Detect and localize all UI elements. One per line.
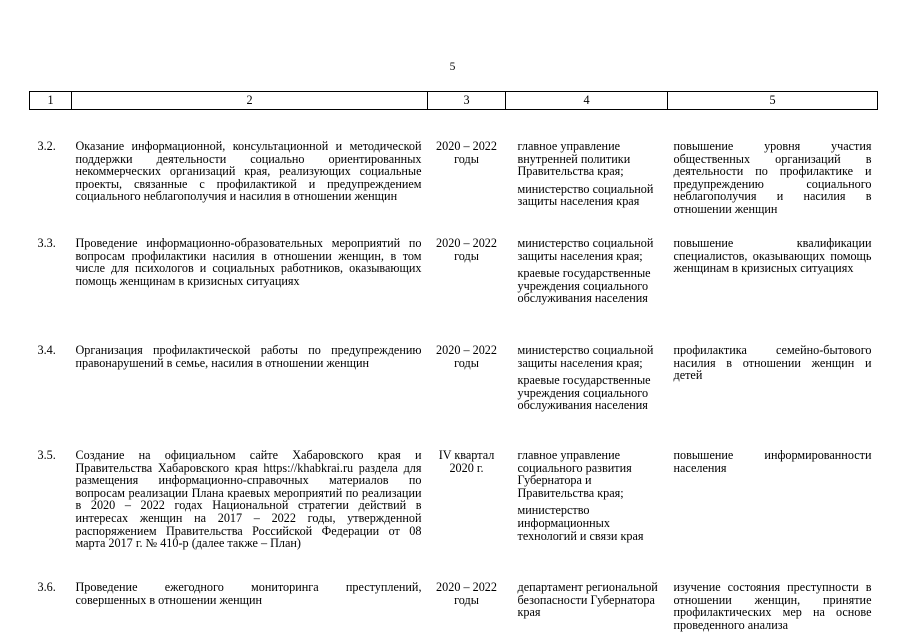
- executor: министерство социальной защиты населения края: [517, 181, 654, 209]
- row-term: 2020 – 2022 годы: [436, 139, 497, 166]
- row-description: Проведение информационно-образовательных мероприятий по вопросам профилактики насилия в отношении женщин, в том числе для психологов и социальных работников, оказывающих помощь женщинам в кризисных ситуациях: [75, 236, 422, 288]
- row-description: Проведение ежегодного мониторинга преступлений, совершенных в отношении женщин: [75, 580, 422, 607]
- table-row: [30, 110, 878, 238]
- row-term: 2020 – 2022 годы: [436, 236, 497, 263]
- executor: министерство социальной защиты населения края;: [517, 236, 654, 263]
- row-number: 3.6.: [37, 580, 56, 594]
- column-header-2: 2: [72, 92, 428, 110]
- row-executors: [506, 449, 668, 581]
- row-number: 3.5.: [37, 448, 56, 462]
- table-row: [30, 237, 878, 344]
- executor: краевые государственные учреждения социального обслуживания населения: [517, 373, 651, 413]
- row-executors: [506, 237, 668, 344]
- row-number: 3.3.: [37, 236, 56, 250]
- row-executors: [506, 581, 668, 641]
- row-term: IV квартал 2020 г.: [438, 448, 495, 475]
- row-term: 2020 – 2022 годы: [436, 580, 497, 607]
- row-number: 3.2.: [37, 139, 56, 153]
- page-number: 5: [449, 61, 456, 73]
- row-description: Создание на официальном сайте Хабаровского края и Правительства Хабаровского края https://khabkrai.ru раздела для размещения информационно-справочных материалов по вопросам реализации Плана краевых мероприятий по реализации в 2020 – 2022 годах Национальной стратегии действий в интересах женщин на 2017 – 2022 годы, утвержденной распоряжением Правительства Российской Федерации от 08 марта 2017 г. № 410-р (далее также – План): [75, 448, 422, 551]
- row-executors: [506, 344, 668, 449]
- plan-table: [29, 91, 878, 641]
- executor: краевые государственные учреждения социального обслуживания населения: [517, 266, 651, 306]
- column-header-1: 1: [30, 92, 72, 110]
- row-description: Оказание информационной, консультационной и методической поддержки деятельности социально ориентированных некоммерческих организаций края, реализующих социальные проекты, связанные с профилактикой и предупреждением социального неблагополучия и насилия в отношении женщин: [75, 139, 422, 204]
- executor: министерство социальной защиты населения края;: [517, 343, 654, 370]
- row-result: профилактика семейно-бытового насилия в отношении женщин и детей: [673, 343, 872, 383]
- table-row: [30, 581, 878, 641]
- row-number: 3.4.: [37, 343, 56, 357]
- table-header: [30, 92, 878, 110]
- row-description: Организация профилактической работы по предупреждению правонарушений в семье, насилия в отношении женщин: [75, 343, 422, 370]
- table-row: [30, 449, 878, 581]
- column-header-4: 4: [506, 92, 668, 110]
- table-row: [30, 344, 878, 449]
- executor: департамент региональной безопасности Губернатора края: [517, 580, 658, 620]
- executor: главное управление внутренней политики Правительства края;: [517, 139, 631, 179]
- executor: министерство информационных технологий и связи края: [517, 503, 644, 543]
- row-result: повышение уровня участия общественных организаций в деятельности по профилактике и предупреждению социального неблагополучия и насилия в отношении женщин: [673, 139, 872, 216]
- row-term: 2020 – 2022 годы: [436, 343, 497, 370]
- executor: главное управление социального развития Губернатора и Правительства края;: [517, 448, 632, 500]
- row-result: повышение квалификации специалистов, оказывающих помощь женщинам в кризисных ситуациях: [673, 236, 872, 276]
- row-result: изучение состояния преступности в отношении женщин, принятие профилактических мер на основе проведенного анализа: [673, 580, 872, 632]
- column-header-5: 5: [668, 92, 878, 110]
- row-executors: [506, 110, 668, 238]
- column-header-3: 3: [428, 92, 506, 110]
- row-result: повышение информированности населения: [673, 448, 872, 475]
